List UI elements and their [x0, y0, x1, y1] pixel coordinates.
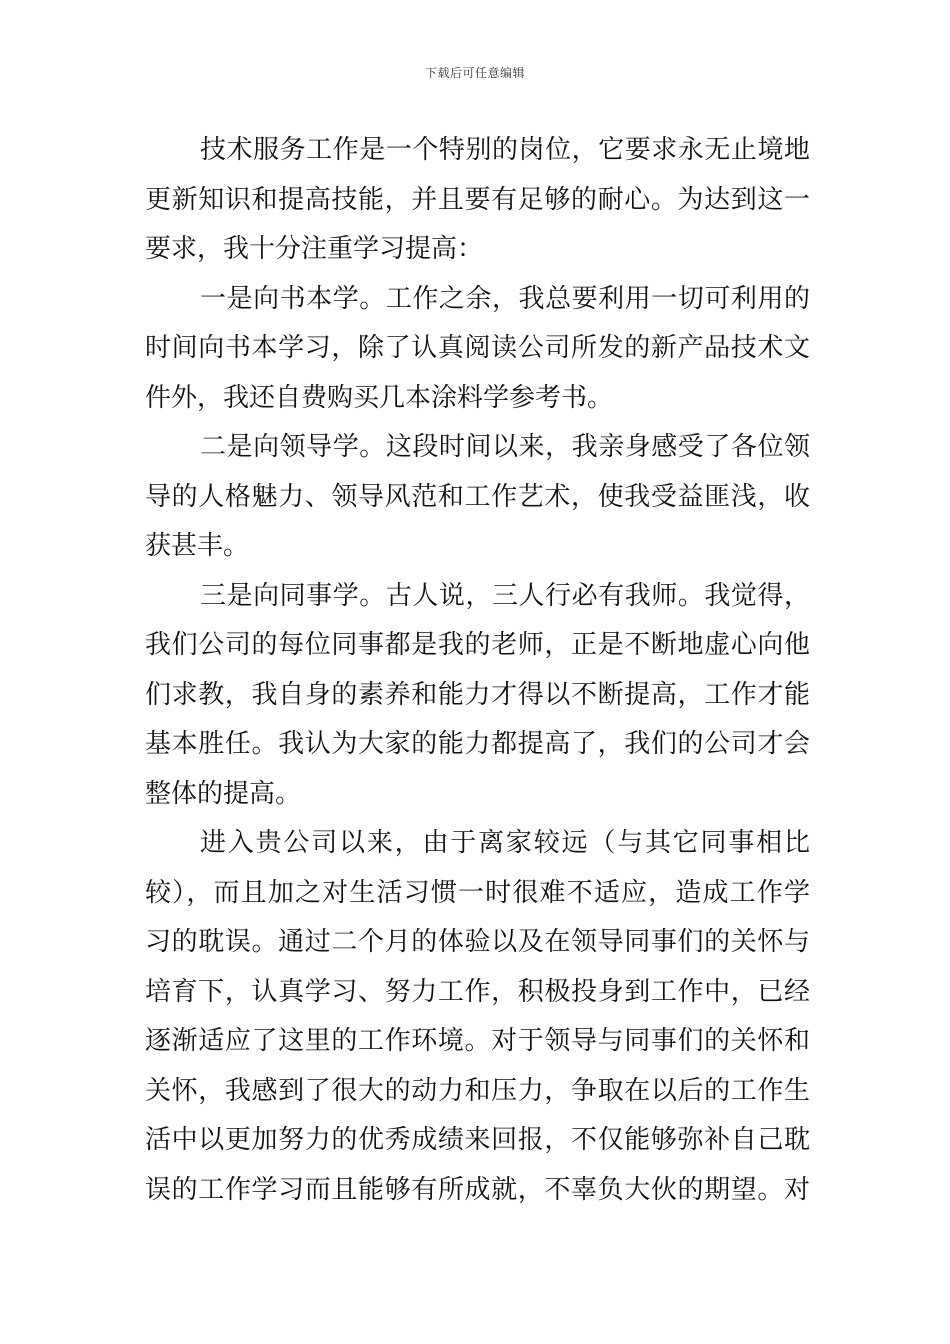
text-line: 导的人格魅力、领导风范和工作艺术，使我受益匪浅，收: [145, 481, 810, 512]
page-header: 下载后可任意编辑: [424, 66, 525, 80]
text-line: 进入贵公司以来，由于离家较远（与其它同事相比: [200, 828, 810, 858]
text-line: 整体的提高。: [145, 778, 302, 809]
text-line: 基本胜任。我认为大家的能力都提高了，我们的公司才会: [145, 729, 810, 759]
text-line: 习的耽误。通过二个月的体验以及在领导同事们的关怀与: [145, 927, 810, 957]
text-line: 时间向书本学习，除了认真阅读公司所发的新产品技术文: [145, 333, 810, 363]
text-line: 关怀，我感到了很大的动力和压力，争取在以后的工作生: [145, 1075, 810, 1106]
text-line: 培育下，认真学习、努力工作，积极投身到工作中，已经: [145, 976, 810, 1007]
text-line: 二是向领导学。这段时间以来，我亲身感受了各位领: [200, 432, 810, 462]
text-line: 要求，我十分注重学习提高：: [145, 234, 484, 264]
text-line: 更新知识和提高技能，并且要有足够的耐心。为达到这一: [145, 184, 810, 215]
text-line: 较），而且加之对生活习惯一时很难不适应，造成工作学: [145, 877, 810, 908]
text-line: 三是向同事学。古人说，三人行必有我师。我觉得，: [200, 580, 810, 611]
text-line: 误的工作学习而且能够有所成就，不辜负大伙的期望。对: [145, 1174, 810, 1205]
text-line: 活中以更加努力的优秀成绩来回报，不仅能够弥补自己耽: [145, 1125, 810, 1155]
text-line: 我们公司的每位同事都是我的老师，正是不断地虚心向他: [145, 630, 810, 660]
text-line: 技术服务工作是一个特别的岗位，它要求永无止境地: [200, 135, 810, 165]
text-line: 们求教，我自身的素养和能力才得以不断提高，工作才能: [145, 679, 810, 710]
text-line: 获甚丰。: [145, 531, 250, 561]
text-line: 件外，我还自费购买几本涂料学参考书。: [145, 382, 614, 413]
document-body: [145, 126, 810, 1215]
text-line: 逐渐适应了这里的工作环境。对于领导与同事们的关怀和: [145, 1026, 810, 1056]
text-line: 一是向书本学。工作之余，我总要利用一切可利用的: [200, 283, 810, 314]
